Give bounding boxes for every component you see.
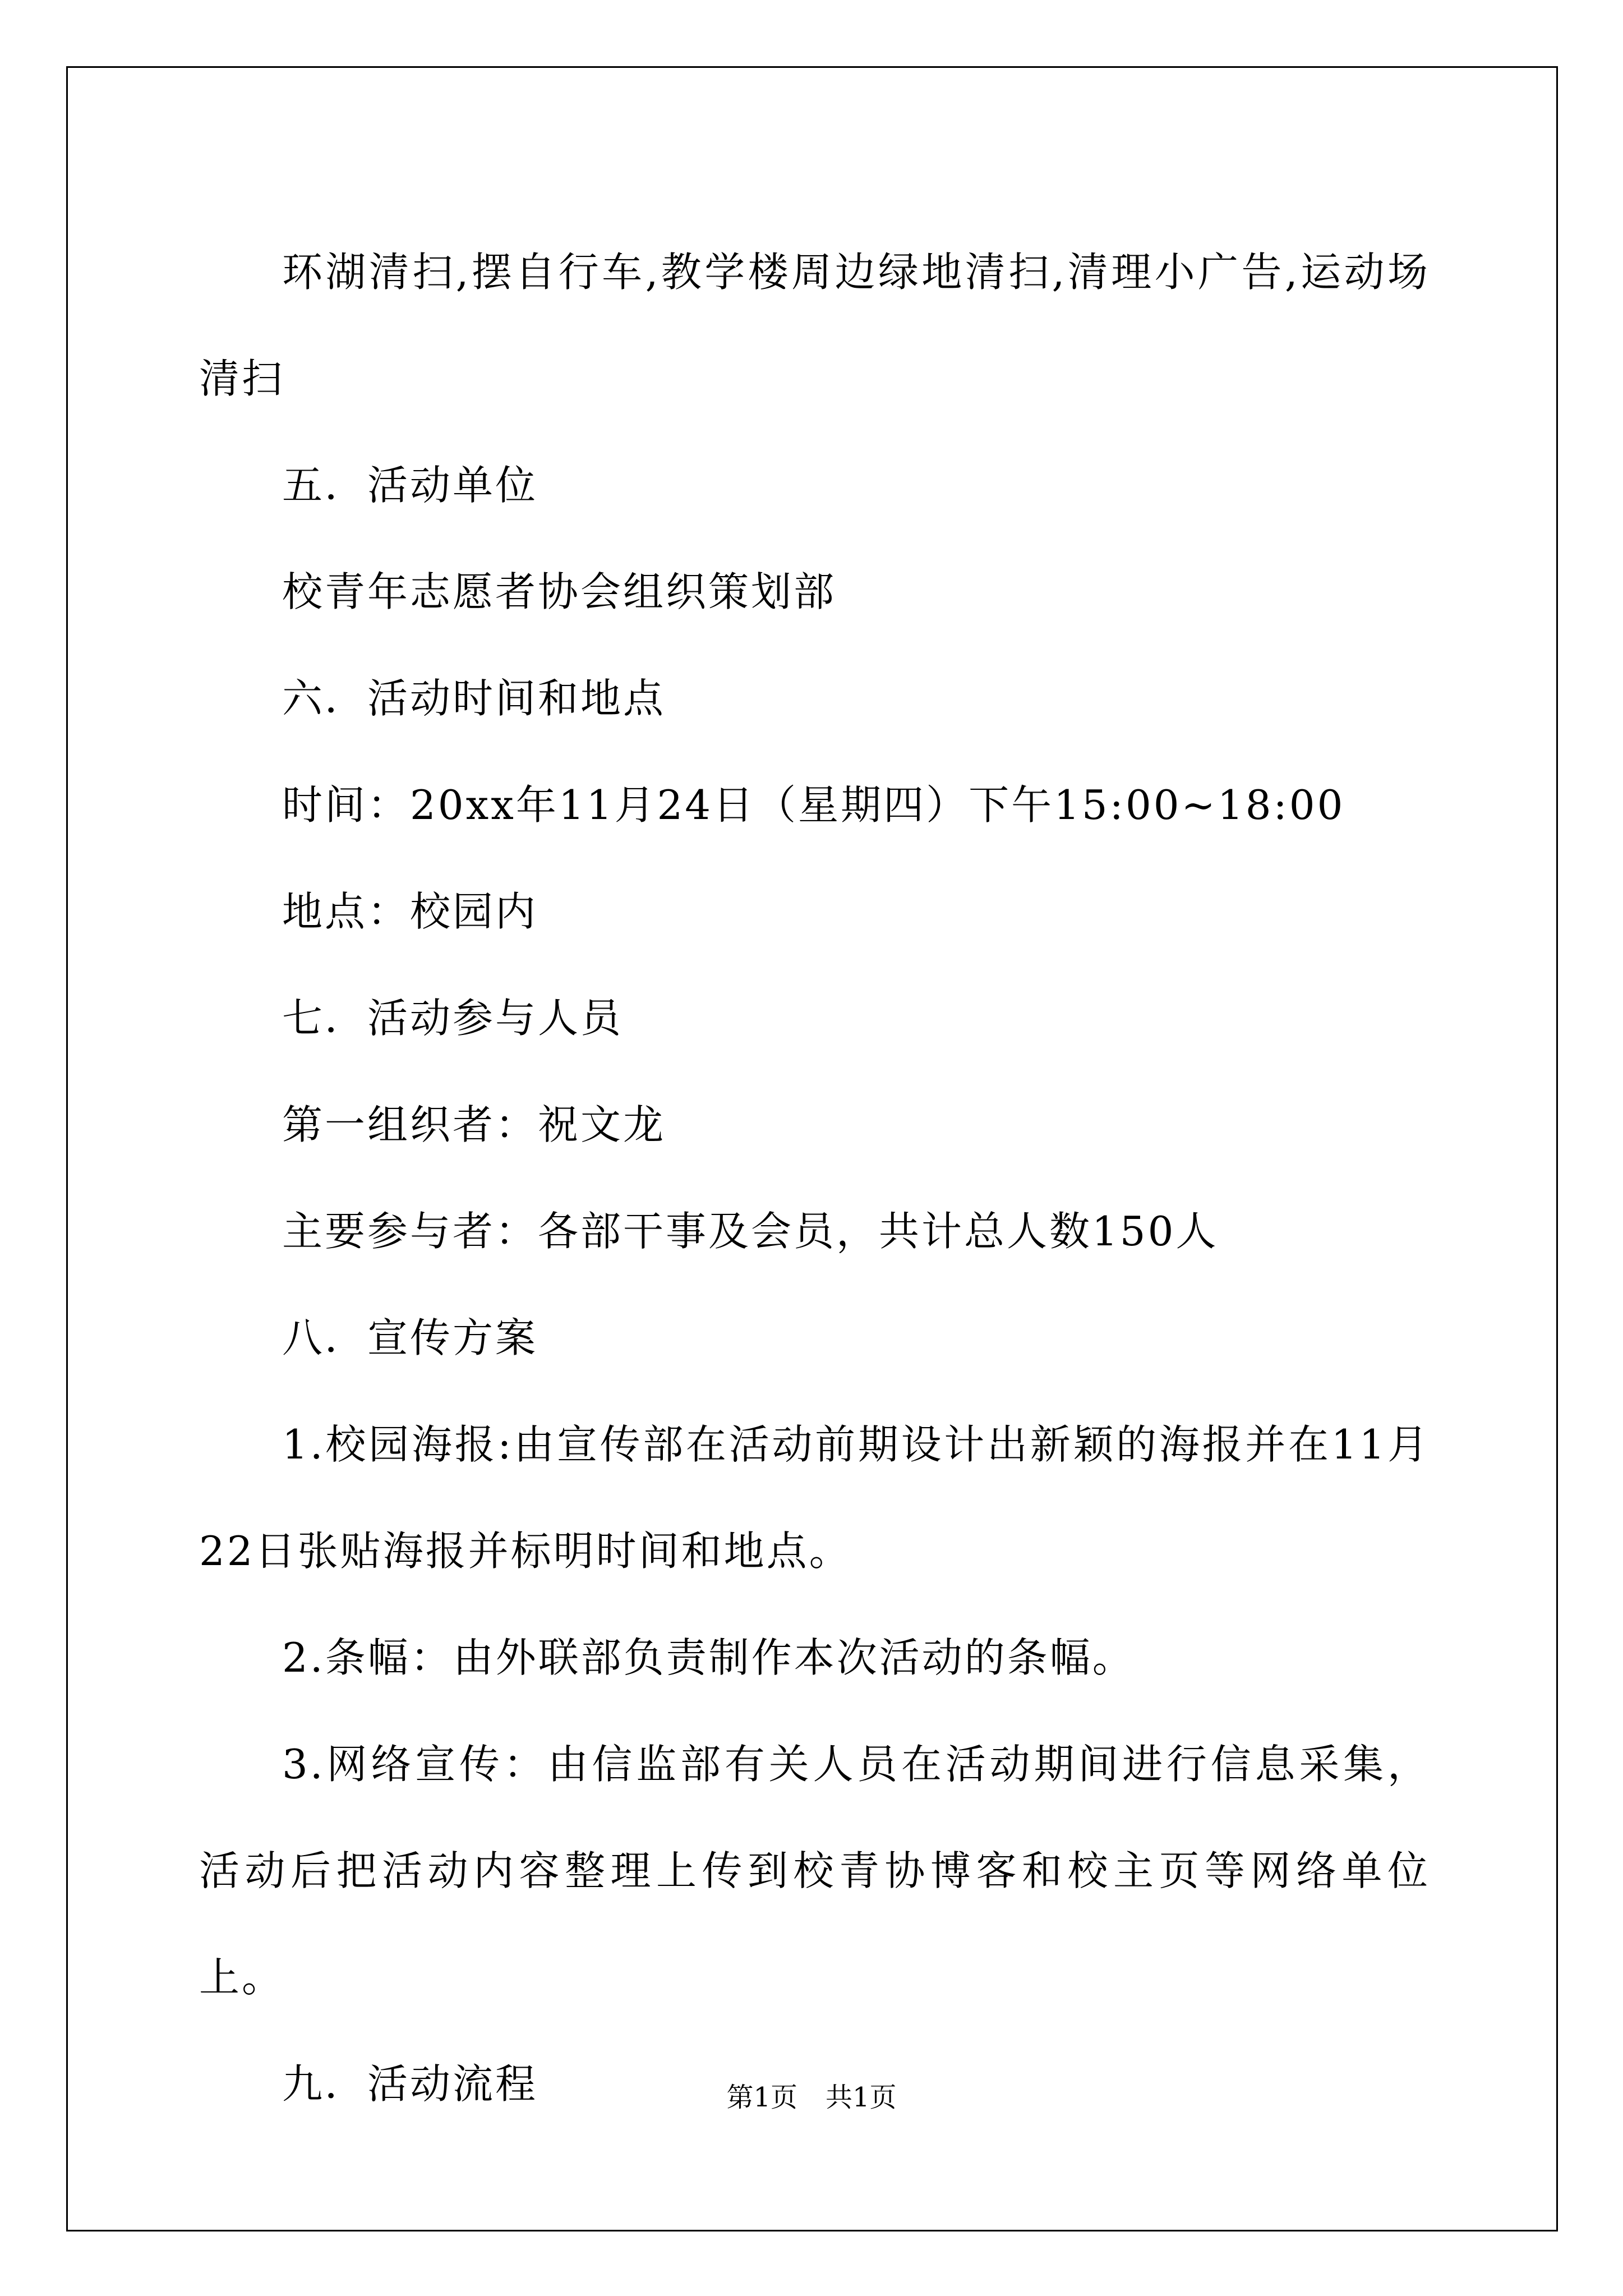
section-heading: 六．活动时间和地点	[282, 675, 666, 722]
document-body	[199, 219, 1430, 2137]
paragraph: 环湖清扫,摆自行车,教学楼周边绿地清扫,清理小广告,运动场清扫	[199, 249, 1430, 402]
paragraph: 3.网络宣传：由信监部有关人员在活动期间进行信息采集，活动后把活动内容整理上传到校青协博客和校主页等网络单位上。	[199, 1741, 1430, 2001]
page-number: 第1页	[726, 2082, 797, 2113]
paragraph: 主要参与者：各部干事及会员，共计总人数150人	[282, 1208, 1219, 1255]
section-heading: 七．活动参与人员	[282, 995, 624, 1042]
paragraph: 2.条幅：由外联部负责制作本次活动的条幅。	[282, 1634, 1135, 1681]
paragraph: 校青年志愿者协会组织策划部	[282, 568, 837, 615]
page-total: 共1页	[826, 2082, 897, 2113]
paragraph: 1.校园海报:由宣传部在活动前期设计出新颖的海报并在11月22日张贴海报并标明时间和地点。	[199, 1421, 1430, 1575]
paragraph: 时间：20xx年11月24日（星期四）下午15:00~18:00	[282, 781, 1345, 829]
section-heading: 八．宣传方案	[282, 1314, 538, 1361]
section-heading: 五．活动单位	[282, 462, 538, 509]
paragraph: 地点：校园内	[282, 888, 538, 935]
paragraph: 第一组织者：祝文龙	[282, 1101, 666, 1148]
section-heading: 九．活动流程	[282, 2060, 538, 2108]
page-footer	[0, 2076, 1623, 2114]
